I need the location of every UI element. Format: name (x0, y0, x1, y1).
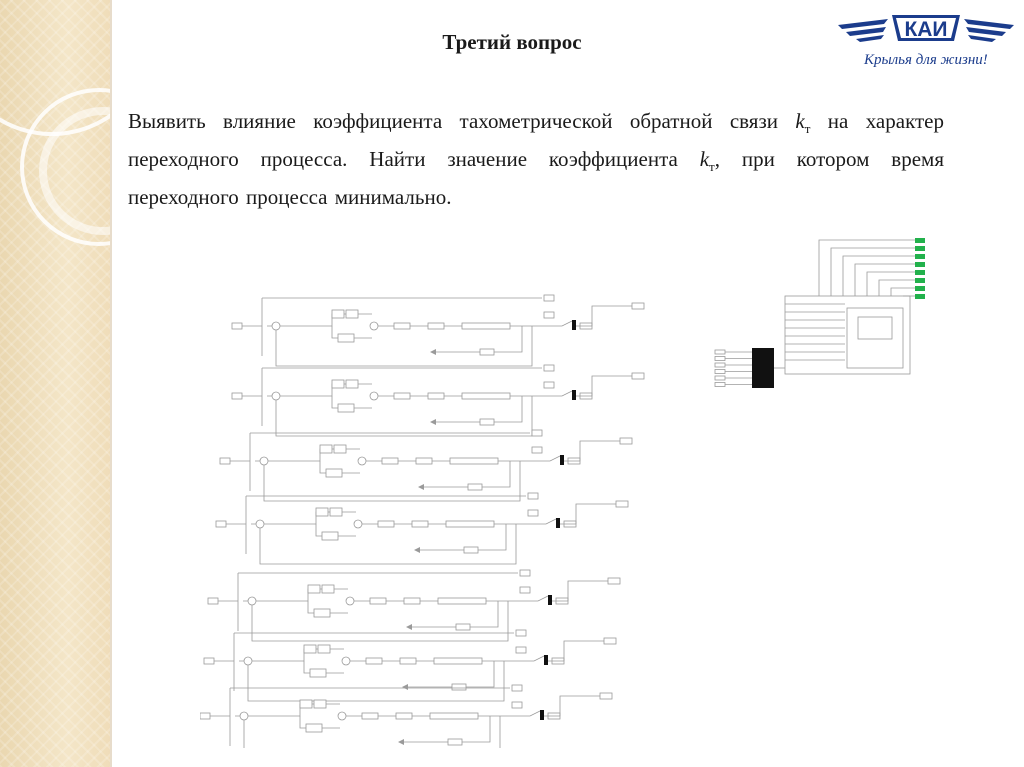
gain-triangle (398, 739, 404, 745)
tacho-gain-block (480, 349, 494, 355)
mux-block-large (752, 348, 774, 388)
sum-junction (354, 520, 362, 528)
transfer-fcn-block (434, 658, 482, 664)
gain-block (300, 700, 312, 708)
output-line (500, 711, 540, 716)
main-feedback-line (276, 326, 532, 366)
scope-block (528, 493, 538, 499)
output-line (504, 656, 544, 661)
transfer-fcn-block (394, 323, 410, 329)
gain-triangle (418, 484, 424, 490)
gain-block (320, 445, 332, 453)
to-workspace-block (604, 638, 616, 644)
subsystem-input-block (200, 713, 210, 719)
logo-text: КАИ (904, 18, 948, 41)
tacho-gain-block (448, 739, 462, 745)
to-workspace-block (632, 303, 644, 309)
gain-block (310, 669, 326, 677)
main-feedback-line (264, 461, 520, 501)
main-feedback-line (260, 524, 516, 564)
to-workspace-block (616, 501, 628, 507)
gain-block (322, 585, 334, 593)
input-port-block (715, 350, 725, 354)
sum-junction (260, 457, 268, 465)
gain-block (316, 508, 328, 516)
scope-block (516, 630, 526, 636)
k-subscript: т (804, 121, 811, 137)
mux-bar (572, 320, 576, 330)
scope-block (544, 365, 554, 371)
subsystem-input-block (232, 323, 242, 329)
sum-junction (370, 392, 378, 400)
subsystem-input-block (208, 598, 218, 604)
gain-block (306, 724, 322, 732)
mux-block (520, 587, 530, 593)
transfer-fcn-block (416, 458, 432, 464)
indicator-led (915, 278, 925, 283)
indicator-led (915, 246, 925, 251)
gain-block (338, 334, 354, 342)
output-line (516, 519, 556, 524)
mux-bar (540, 710, 544, 720)
sum-junction (248, 597, 256, 605)
simulink-diagram (200, 228, 1000, 748)
sum-junction (370, 322, 378, 330)
indicator-line (891, 288, 915, 296)
gain-block (346, 380, 358, 388)
input-port-block (715, 370, 725, 374)
tacho-feedback-line (416, 524, 506, 550)
output-line (520, 456, 560, 461)
transfer-fcn-block (450, 458, 498, 464)
indicator-led (915, 254, 925, 259)
indicator-led (915, 294, 925, 299)
sum-junction (240, 712, 248, 720)
scope-block (520, 570, 530, 576)
mux-block (532, 447, 542, 453)
gain-block (346, 310, 358, 318)
indicator-led (915, 262, 925, 267)
gain-block (304, 645, 316, 653)
k-symbol: k (795, 109, 805, 133)
mux-block (544, 312, 554, 318)
gain-block (322, 532, 338, 540)
subsystem-input-block (204, 658, 214, 664)
gain-triangle (414, 547, 420, 553)
mux-block (528, 510, 538, 516)
tacho-gain-block (468, 484, 482, 490)
to-workspace-block (632, 373, 644, 379)
tacho-gain-block (456, 624, 470, 630)
transfer-fcn-block (370, 598, 386, 604)
question-text: Выявить влияние коэффициента тахометрической обратной связи $k_т$ на характер переходного процесса. Найти значение коэффициента $k_т$, при котором время переходного процесса минимально. (128, 109, 944, 210)
transfer-fcn-block (382, 458, 398, 464)
sum-junction (272, 322, 280, 330)
main-feedback-line (252, 601, 508, 641)
transfer-fcn-block (428, 323, 444, 329)
transfer-fcn-block (438, 598, 486, 604)
transfer-fcn-block (394, 393, 410, 399)
to-workspace-block (600, 693, 612, 699)
tacho-gain-block (480, 419, 494, 425)
mux-bar (572, 390, 576, 400)
mux-bar (556, 518, 560, 528)
to-workspace-block (620, 438, 632, 444)
gain-block (332, 310, 344, 318)
gain-block (314, 609, 330, 617)
gain-block (338, 404, 354, 412)
indicator-led (915, 286, 925, 291)
mux-block (544, 382, 554, 388)
gain-triangle (402, 684, 408, 690)
input-port-block (715, 376, 725, 380)
transfer-fcn-block (396, 713, 412, 719)
sum-junction (272, 392, 280, 400)
band-divider (110, 0, 112, 767)
tacho-feedback-line (408, 601, 498, 627)
gain-triangle (430, 419, 436, 425)
gain-block (326, 469, 342, 477)
gain-block (314, 700, 326, 708)
tacho-feedback-line (432, 396, 522, 422)
sum-junction (358, 457, 366, 465)
transfer-fcn-block (362, 713, 378, 719)
logo-slogan: Крылья для жизни! (864, 52, 988, 68)
transfer-fcn-block (446, 521, 494, 527)
k-symbol-2: k (699, 147, 710, 172)
sum-junction (342, 657, 350, 665)
tacho-feedback-line (432, 326, 522, 352)
block-diagram-svg (200, 228, 1000, 748)
scope-block (512, 685, 522, 691)
mux-bar (548, 595, 552, 605)
input-port-block (715, 383, 725, 387)
sum-junction (346, 597, 354, 605)
sum-junction (338, 712, 346, 720)
main-feedback-line (276, 396, 532, 436)
transfer-fcn-block (404, 598, 420, 604)
tacho-gain-block (464, 547, 478, 553)
output-line (532, 321, 572, 326)
indicator-led (915, 238, 925, 243)
gain-block (308, 585, 320, 593)
decorative-side-band (0, 0, 112, 767)
transfer-fcn-block (378, 521, 394, 527)
main-feedback-line (248, 661, 504, 701)
mux-bar (544, 655, 548, 665)
gain-block (318, 645, 330, 653)
transfer-fcn-block (430, 713, 478, 719)
k-subscript-2: т (709, 159, 715, 175)
output-line (532, 391, 572, 396)
indicator-led (915, 270, 925, 275)
slide-title: Третий вопрос (442, 30, 582, 54)
tacho-feedback-line (404, 661, 494, 687)
transfer-fcn-block (462, 393, 510, 399)
scope-block (544, 295, 554, 301)
gain-triangle (430, 349, 436, 355)
tacho-feedback-line (420, 461, 510, 487)
output-line (508, 596, 548, 601)
gain-block (330, 508, 342, 516)
scope-screen (858, 317, 892, 339)
input-port-block (715, 357, 725, 361)
transfer-fcn-block (462, 323, 510, 329)
transfer-fcn-block (412, 521, 428, 527)
sum-junction (244, 657, 252, 665)
gain-block (334, 445, 346, 453)
mux-block (516, 647, 526, 653)
mux-bar (560, 455, 564, 465)
subsystem-input-block (216, 521, 226, 527)
transfer-fcn-block (366, 658, 382, 664)
scope-block (532, 430, 542, 436)
to-workspace-block (608, 578, 620, 584)
subsystem-input-block (232, 393, 242, 399)
sum-junction (256, 520, 264, 528)
gain-block (332, 380, 344, 388)
mux-block (512, 702, 522, 708)
tacho-feedback-line (400, 716, 490, 742)
transfer-fcn-block (400, 658, 416, 664)
transfer-fcn-block (428, 393, 444, 399)
gain-triangle (406, 624, 412, 630)
subsystem-input-block (220, 458, 230, 464)
input-port-block (715, 363, 725, 367)
tacho-gain-block (452, 684, 466, 690)
